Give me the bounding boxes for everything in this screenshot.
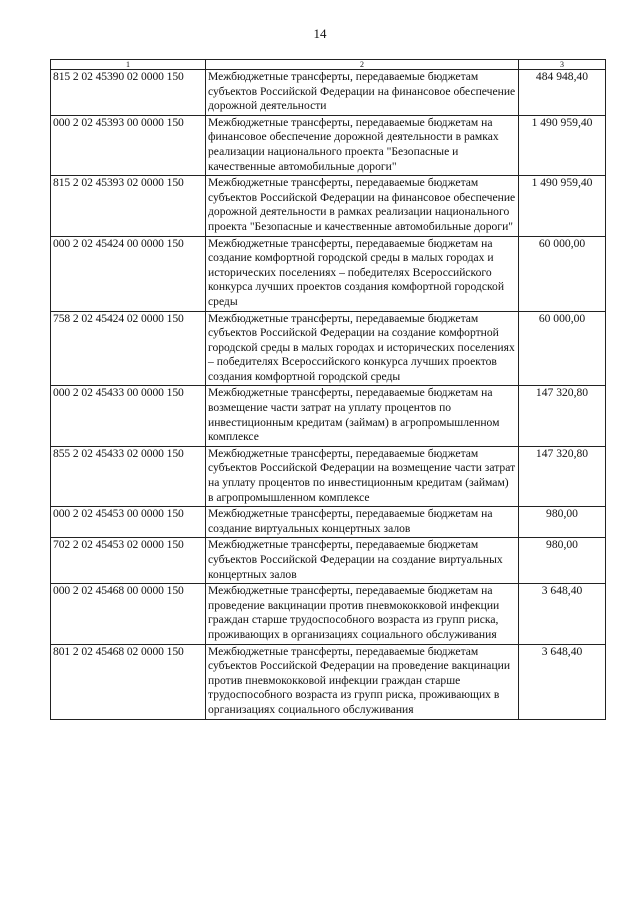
table-row — [51, 446, 606, 506]
amount-cell: 147 320,80 — [519, 446, 606, 506]
table-row — [51, 644, 606, 719]
table-row — [51, 584, 606, 644]
description-cell: Межбюджетные трансферты, передаваемые бюджетам субъектов Российской Федерации на возмещение части затрат на уплату процентов по инвестиционным кредитам (займам) в агропромышленном комплексе — [206, 446, 519, 506]
budget-code-cell: 815 2 02 45393 02 0000 150 — [51, 176, 206, 236]
description-cell: Межбюджетные трансферты, передаваемые бюджетам субъектов Российской Федерации на создание виртуальных концертных залов — [206, 538, 519, 584]
budget-code-cell: 000 2 02 45453 00 0000 150 — [51, 507, 206, 538]
amount-cell: 60 000,00 — [519, 236, 606, 311]
page-number: 14 — [313, 26, 327, 41]
table-row — [51, 386, 606, 446]
description-cell: Межбюджетные трансферты, передаваемые бюджетам субъектов Российской Федерации на финансовое обеспечение дорожной деятельности в рамках реализации национального проекта "Безопасные и качественные автомобильные дороги" — [206, 176, 519, 236]
table-row — [51, 311, 606, 386]
budget-code-cell: 000 2 02 45433 00 0000 150 — [51, 386, 206, 446]
table-row — [51, 538, 606, 584]
table-row — [51, 507, 606, 538]
table-row — [51, 176, 606, 236]
amount-cell: 60 000,00 — [519, 311, 606, 386]
description-cell: Межбюджетные трансферты, передаваемые бюджетам субъектов Российской Федерации на создание комфортной городской среды в малых городах и исторических поселениях – победителях Всероссийского конкурса лучших проектов создания комфортной городской среды — [206, 311, 519, 386]
description-cell: Межбюджетные трансферты, передаваемые бюджетам на создание комфортной городской среды в малых городах и исторических поселениях – победителях Всероссийского конкурса лучших проектов создания комфортной городской среды — [206, 236, 519, 311]
amount-cell: 1 490 959,40 — [519, 115, 606, 175]
description-cell: Межбюджетные трансферты, передаваемые бюджетам на возмещение части затрат на уплату процентов по инвестиционным кредитам (займам) в агропромышленном комплексе — [206, 386, 519, 446]
description-cell: Межбюджетные трансферты, передаваемые бюджетам на создание виртуальных концертных залов — [206, 507, 519, 538]
table-row — [51, 70, 606, 116]
amount-cell: 147 320,80 — [519, 386, 606, 446]
description-cell: Межбюджетные трансферты, передаваемые бюджетам субъектов Российской Федерации на финансовое обеспечение дорожной деятельности — [206, 70, 519, 116]
amount-cell: 484 948,40 — [519, 70, 606, 116]
budget-code-cell: 815 2 02 45390 02 0000 150 — [51, 70, 206, 116]
amount-cell: 980,00 — [519, 507, 606, 538]
table-row — [51, 115, 606, 175]
budget-table — [50, 59, 606, 720]
description-cell: Межбюджетные трансферты, передаваемые бюджетам субъектов Российской Федерации на проведение вакцинации против пневмококковой инфекции граждан старше трудоспособного возраста из групп риска, проживающих в организациях социального обслуживания — [206, 644, 519, 719]
description-cell: Межбюджетные трансферты, передаваемые бюджетам на проведение вакцинации против пневмококковой инфекции граждан старше трудоспособного возраста из групп риска, проживающих в организациях социального обслуживания — [206, 584, 519, 644]
budget-code-cell: 758 2 02 45424 02 0000 150 — [51, 311, 206, 386]
budget-code-cell: 855 2 02 45433 02 0000 150 — [51, 446, 206, 506]
budget-code-cell: 000 2 02 45468 00 0000 150 — [51, 584, 206, 644]
column-header-3: 3 — [519, 60, 606, 70]
budget-code-cell: 702 2 02 45453 02 0000 150 — [51, 538, 206, 584]
budget-code-cell: 801 2 02 45468 02 0000 150 — [51, 644, 206, 719]
description-cell: Межбюджетные трансферты, передаваемые бюджетам на финансовое обеспечение дорожной деятельности в рамках реализации национального проекта "Безопасные и качественные автомобильные дороги" — [206, 115, 519, 175]
column-header-2: 2 — [206, 60, 519, 70]
amount-cell: 980,00 — [519, 538, 606, 584]
table-header-row — [51, 60, 606, 70]
amount-cell: 3 648,40 — [519, 584, 606, 644]
amount-cell: 3 648,40 — [519, 644, 606, 719]
table-row — [51, 236, 606, 311]
budget-code-cell: 000 2 02 45424 00 0000 150 — [51, 236, 206, 311]
amount-cell: 1 490 959,40 — [519, 176, 606, 236]
budget-code-cell: 000 2 02 45393 00 0000 150 — [51, 115, 206, 175]
column-header-1: 1 — [51, 60, 206, 70]
